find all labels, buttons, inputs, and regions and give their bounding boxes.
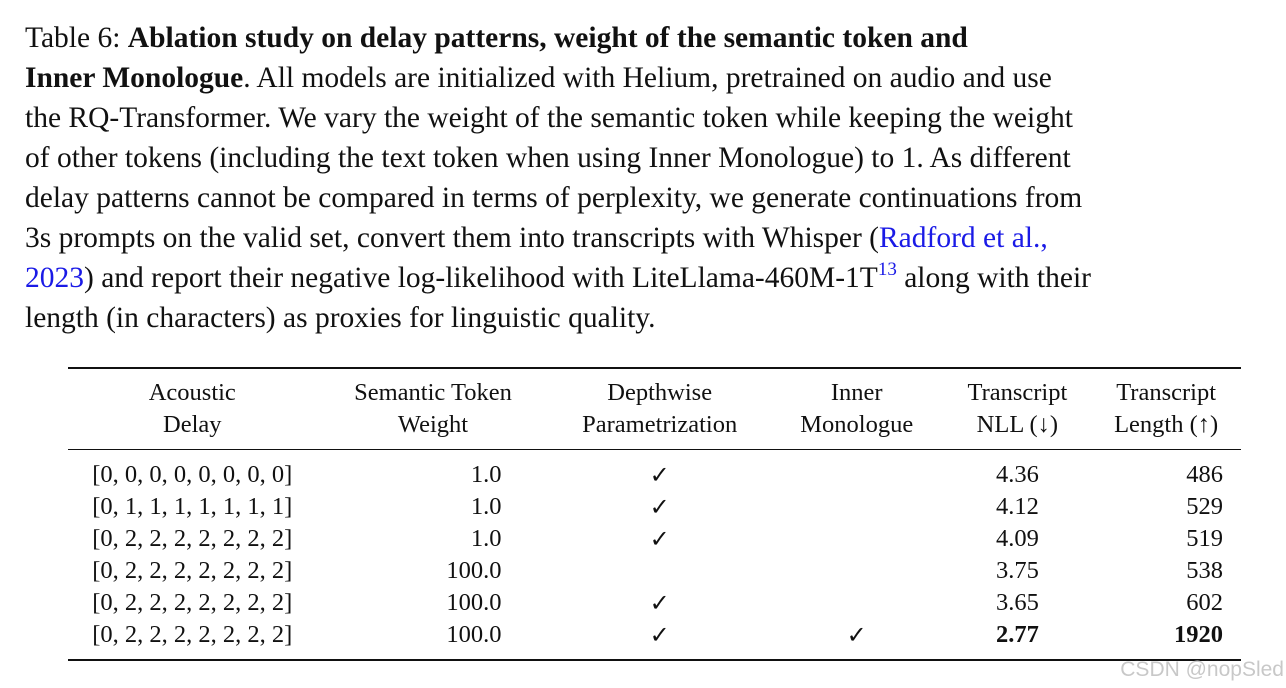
cell-nll: 3.65	[995, 589, 1039, 616]
header-inner-monologue: Inner Monologue	[770, 368, 944, 450]
cell-length: 529	[1186, 493, 1223, 520]
cell-delay: [0, 2, 2, 2, 2, 2, 2, 2]	[92, 557, 293, 584]
cell-inner	[770, 450, 944, 492]
caption-line-6	[25, 218, 1286, 258]
cell-length-best: 1920	[1174, 621, 1223, 648]
cell-delay: [0, 2, 2, 2, 2, 2, 2, 2]	[92, 589, 293, 616]
caption-text: 3s prompts on the valid set, convert them into transcripts with Whisper (	[25, 222, 879, 254]
cell-inner	[770, 587, 944, 619]
caption-line-8: length (in characters) as proxies for linguistic quality.	[25, 302, 656, 334]
ablation-table	[68, 367, 1241, 661]
cell-weight: 1.0	[470, 461, 502, 488]
header-transcript-length: Transcript Length (↑)	[1091, 368, 1241, 450]
cell-inner: ✓	[846, 621, 867, 649]
table-row	[68, 523, 1241, 555]
watermark: CSDN @nopSled	[1120, 658, 1284, 681]
caption-text: . All models are initialized with Helium, pretrained on audio and use	[243, 62, 1052, 94]
header-transcript-nll: Transcript NLL (↓)	[944, 368, 1092, 450]
cell-inner	[770, 491, 944, 523]
table-row	[68, 491, 1241, 523]
results-table-wrapper	[68, 367, 1241, 661]
cell-depthwise: ✓	[649, 461, 670, 489]
cell-depthwise: ✓	[649, 525, 670, 553]
cell-depthwise	[549, 555, 769, 587]
cell-weight: 1.0	[470, 493, 502, 520]
caption-title: Ablation study on delay patterns, weight of the semantic token and	[127, 22, 968, 54]
cell-depthwise: ✓	[649, 621, 670, 649]
citation-link[interactable]: Radford et al.,	[879, 222, 1048, 254]
footnote-link[interactable]: 13	[877, 259, 897, 280]
cell-inner	[770, 523, 944, 555]
cell-delay: [0, 0, 0, 0, 0, 0, 0, 0]	[92, 461, 293, 488]
caption-line-7	[25, 258, 1286, 298]
cell-weight: 100.0	[446, 557, 502, 584]
table-row	[68, 587, 1241, 619]
cell-nll-best: 2.77	[995, 621, 1039, 648]
caption-line-1	[25, 18, 1286, 58]
caption-title-cont: Inner Monologue	[25, 62, 244, 94]
header-semantic-weight: Semantic Token Weight	[317, 368, 550, 450]
cell-weight: 100.0	[446, 589, 502, 616]
cell-length: 602	[1186, 589, 1223, 616]
table-row	[68, 450, 1241, 492]
caption-line-3: the RQ-Transformer. We vary the weight of the semantic token while keeping the weight	[25, 102, 1073, 134]
cell-nll: 3.75	[995, 557, 1039, 584]
table-row	[68, 555, 1241, 587]
table-header-row	[68, 368, 1241, 450]
cell-nll: 4.09	[995, 525, 1039, 552]
cell-length: 519	[1186, 525, 1223, 552]
cell-nll: 4.12	[995, 493, 1039, 520]
table-row	[68, 619, 1241, 660]
cell-inner	[770, 555, 944, 587]
caption-line-5: delay patterns cannot be compared in terms of perplexity, we generate continuations from	[25, 182, 1083, 214]
caption-text: along with their	[896, 262, 1091, 294]
caption-line-2	[25, 58, 1286, 98]
table-caption	[25, 18, 1286, 338]
caption-line-4: of other tokens (including the text token when using Inner Monologue) to 1. As different	[25, 142, 1071, 174]
header-depthwise: Depthwise Parametrization	[549, 368, 769, 450]
cell-weight: 1.0	[470, 525, 502, 552]
header-acoustic-delay: Acoustic Delay	[68, 368, 317, 450]
cell-delay: [0, 2, 2, 2, 2, 2, 2, 2]	[92, 621, 293, 648]
cell-depthwise: ✓	[649, 589, 670, 617]
cell-delay: [0, 2, 2, 2, 2, 2, 2, 2]	[92, 525, 293, 552]
caption-label: Table 6:	[25, 22, 121, 54]
cell-length: 486	[1186, 461, 1223, 488]
citation-link-year[interactable]: 2023	[25, 262, 84, 294]
caption-text: ) and report their negative log-likelihood with LiteLlama-460M-1T	[84, 262, 878, 294]
cell-weight: 100.0	[446, 621, 502, 648]
cell-delay: [0, 1, 1, 1, 1, 1, 1, 1]	[92, 493, 293, 520]
cell-length: 538	[1186, 557, 1223, 584]
cell-depthwise: ✓	[649, 493, 670, 521]
cell-nll: 4.36	[995, 461, 1039, 488]
